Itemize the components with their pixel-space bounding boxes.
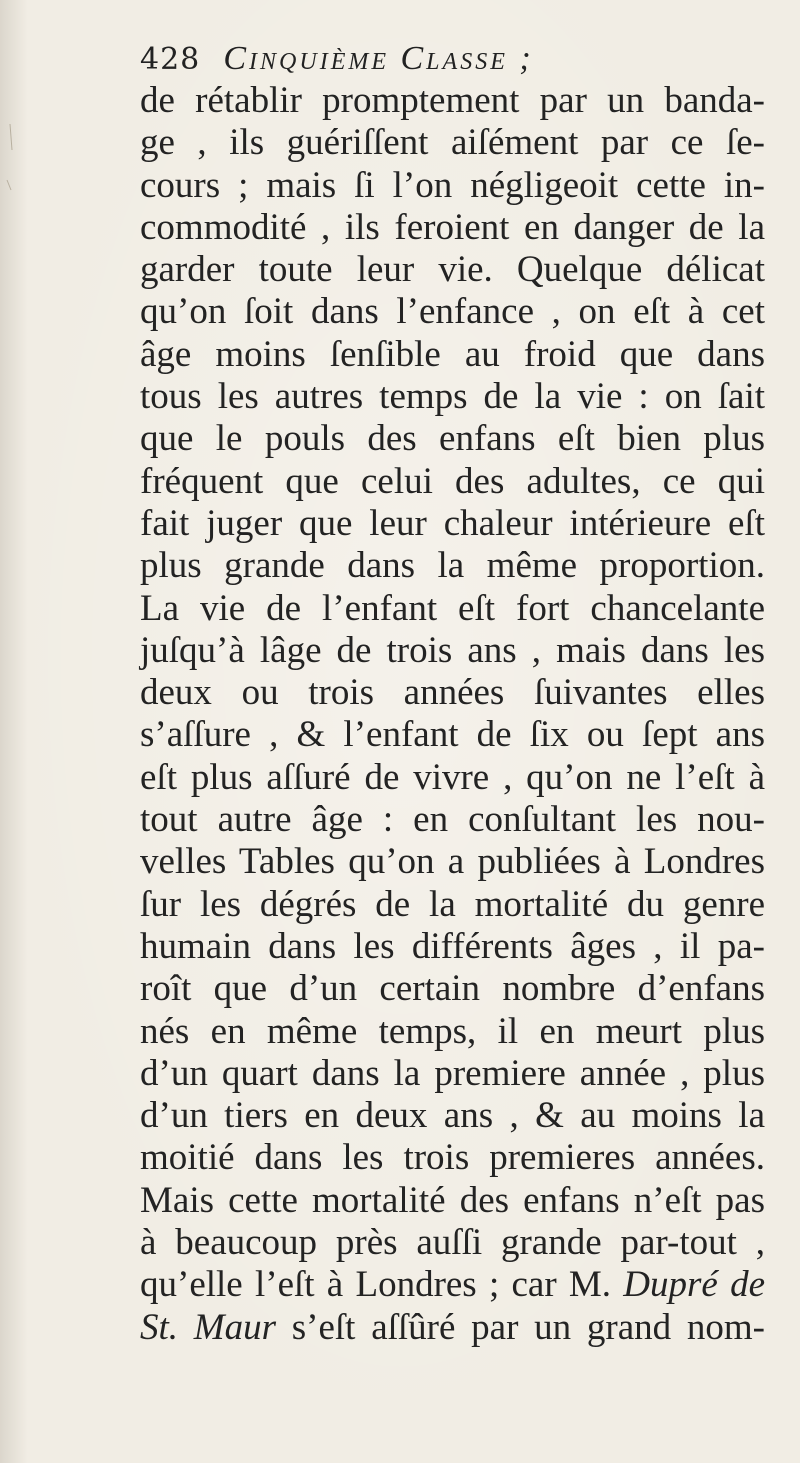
text-line: s’aſſure , & l’enfant de ſix ou ſept ans [140,714,765,756]
text-line-with-name [140,1264,765,1306]
margin-marks [4,120,16,240]
running-head: Cinquième Classe ; [223,40,534,77]
body-text [140,80,765,1349]
italic-author-name: Dupré de [623,1264,766,1306]
text-line: nés en même temps, il en meurt plus [140,1010,765,1052]
text-line: que le pouls des enfans eſt bien plus [140,418,765,460]
text-fragment: qu’elle l’eſt à Londres ; car M. [140,1264,612,1306]
text-line: juſqu’à lâge de trois ans , mais dans les [140,629,765,671]
text-line: de rétablir promptement par un banda- [140,80,765,121]
text-line: commodité , ils feroient en danger de la [140,206,765,248]
page-number: 428 [140,42,201,77]
text-line: roît que d’un certain nombre d’enfans [140,968,765,1010]
text-line: humain dans les différents âges , il pa- [140,925,765,967]
text-line: garder toute leur vie. Quelque délicat [140,249,765,291]
text-line: à beaucoup près auſſi grande par-tout , [140,1222,765,1264]
text-line: Mais cette mortalité des enfans n’eſt pas [140,1179,765,1221]
text-line: tout autre âge : en conſultant les nou- [140,799,765,841]
text-line: tous les autres temps de la vie : on ſait [140,376,765,418]
text-line: qu’on ſoit dans l’enfance , on eſt à cet [140,291,765,333]
text-line: ſur les dégrés de la mortalité du genre [140,883,765,925]
text-line: La vie de l’enfant eſt fort chancelante [140,587,765,629]
text-line: d’un quart dans la premiere année , plus [140,1052,765,1094]
italic-author-name-cont: St. Maur [140,1306,276,1348]
text-line: fait juger que leur chaleur intérieure eſt [140,502,765,544]
text-fragment: s’eſt aſſûré par un grand nom- [291,1306,765,1348]
text-line-final [140,1307,765,1349]
text-line: eſt plus aſſuré de vivre , qu’on ne l’eſt à [140,756,765,798]
text-line: ge , ils guériſſent aiſément par ce ſe- [140,122,765,164]
text-line: fréquent que celui des adultes, ce qui [140,460,765,502]
text-line: cours ; mais ſi l’on négligeoit cette in- [140,164,765,206]
text-line: velles Tables qu’on a publiées à Londres [140,841,765,883]
text-line: deux ou trois années ſuivantes elles [140,672,765,714]
text-line: d’un tiers en deux ans , & au moins la [140,1095,765,1137]
text-line: plus grande dans la même proportion. [140,545,765,587]
text-line: moitié dans les trois premieres années. [140,1137,765,1179]
text-line: âge moins ſenſible au froid que dans [140,333,765,375]
